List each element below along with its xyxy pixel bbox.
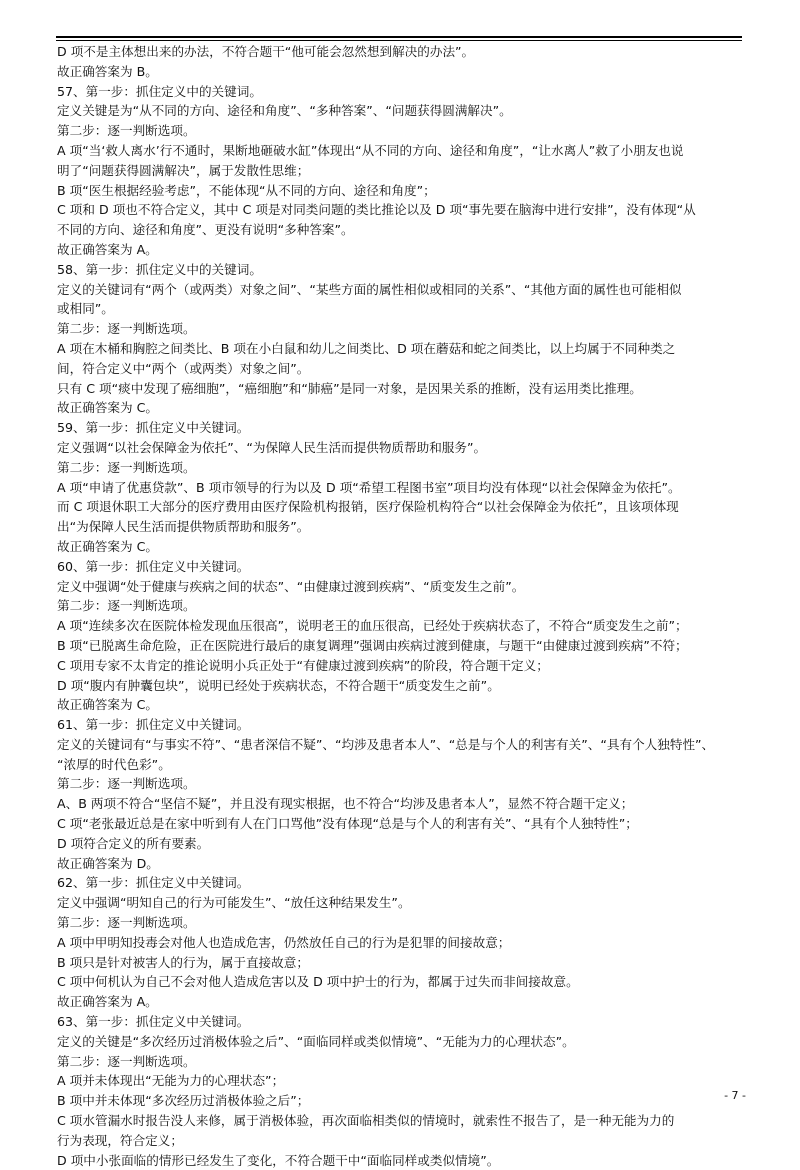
- text-line: D 项中小张面临的情形已经发生了变化，不符合题干中“面临同样或类似情境”。: [57, 1152, 500, 1168]
- text-line: 只有 C 项“痰中发现了癌细胞”，“癌细胞”和“肺癌”是同一对象，是因果关系的推断，没有运用类比推理。: [57, 380, 642, 396]
- text-line: B 项“已脱离生命危险，正在医院进行最后的康复调理”强调由疾病过渡到健康，与题干“由健康过渡到疾病”不符；: [57, 637, 688, 653]
- text-line: 出“为保障人民生活而提供物质帮助和服务”。: [57, 519, 310, 535]
- text-line: 故正确答案为 D。: [57, 855, 159, 871]
- text-line: “浓厚的时代色彩”。: [57, 756, 171, 772]
- text-line: 63、第一步：抓住定义中关键词。: [57, 1014, 250, 1030]
- text-line: A 项“连续多次在医院体检发现血压很高”，说明老王的血压很高，已经处于疾病状态了，不符合“质变发生之前”；: [57, 618, 688, 634]
- text-line: 第二步：逐一判断选项。: [57, 915, 196, 931]
- text-line: B 项“医生根据经验考虑”，不能体现“从不同的方向、途径和角度”；: [57, 182, 436, 198]
- text-line: A、B 两项不符合“坚信不疑”，并且没有现实根据，也不符合“均涉及患者本人”，显然不符合题干定义；: [57, 796, 634, 812]
- text-line: C 项和 D 项也不符合定义，其中 C 项是对同类问题的类比推论以及 D 项“事先要在脑海中进行安排”，没有体现“从: [57, 202, 696, 218]
- text-line: A 项中甲明知投毒会对他人也造成危害，仍然放任自己的行为是犯罪的间接故意；: [57, 934, 511, 950]
- text-line: D 项符合定义的所有要素。: [57, 835, 210, 851]
- text-line: 定义的关键词有“与事实不符”、“患者深信不疑”、“均涉及患者本人”、“总是与个人的利害有关”、“具有个人独特性”、: [57, 736, 715, 752]
- text-line: 明了“问题获得圆满解决”，属于发散性思维；: [57, 162, 310, 178]
- text-line: 故正确答案为 C。: [57, 400, 158, 416]
- header-rule-thick: [56, 36, 742, 38]
- text-line: 定义的关键是“多次经历过消极体验之后”、“面临同样或类似情境”、“无能为力的心理状态”。: [57, 1033, 575, 1049]
- text-line: 第二步：逐一判断选项。: [57, 459, 196, 475]
- text-line: 57、第一步：抓住定义中的关键词。: [57, 83, 262, 99]
- page-number: - 7 -: [724, 1089, 746, 1102]
- text-line: 行为表现，符合定义；: [57, 1132, 183, 1148]
- text-line: 而 C 项退休职工大部分的医疗费用由医疗保险机构报销，医疗保险机构符合“以社会保障金为依托”，且该项体现: [57, 499, 679, 515]
- text-line: 故正确答案为 C。: [57, 697, 158, 713]
- text-line: 定义强调“以社会保障金为依托”、“为保障人民生活而提供物质帮助和服务”。: [57, 439, 487, 455]
- text-line: D 项“腹内有肿囊包块”，说明已经处于疾病状态，不符合题干“质变发生之前”。: [57, 677, 500, 693]
- text-line: 故正确答案为 A。: [57, 994, 158, 1010]
- text-line: 故正确答案为 B。: [57, 63, 158, 79]
- text-line: 或相同”。: [57, 301, 114, 317]
- text-line: 62、第一步：抓住定义中关键词。: [57, 875, 250, 891]
- answer-explanations-body: [57, 42, 747, 1170]
- text-line: 故正确答案为 C。: [57, 538, 158, 554]
- text-line: 不同的方向、途径和角度”、更没有说明“多种答案”。: [57, 222, 354, 238]
- text-line: 60、第一步：抓住定义中关键词。: [57, 558, 250, 574]
- text-line: 间，符合定义中“两个（或两类）对象之间”。: [57, 360, 310, 376]
- text-line: 61、第一步：抓住定义中关键词。: [57, 717, 250, 733]
- text-line: C 项中何机认为自己不会对他人造成危害以及 D 项中护士的行为，都属于过失而非间接故意。: [57, 974, 579, 990]
- text-line: A 项“当‘救人离水’行不通时，果断地砸破水缸”体现出“从不同的方向、途径和角度”，“让水离人”救了小朋友也说: [57, 142, 684, 158]
- text-line: C 项“老张最近总是在家中听到有人在门口骂他”没有体现“总是与个人的利害有关”、“具有个人独特性”；: [57, 816, 638, 832]
- text-line: 第二步：逐一判断选项。: [57, 321, 196, 337]
- text-line: C 项水管漏水时报告没人来修，属于消极体验，再次面临相类似的情境时，就索性不报告了，是一种无能为力的: [57, 1113, 675, 1129]
- text-line: A 项“申请了优惠贷款”、B 项市领导的行为以及 D 项“希望工程图书室”项目均没有体现“以社会保障金为依托”。: [57, 479, 681, 495]
- text-line: 59、第一步：抓住定义中关键词。: [57, 420, 250, 436]
- text-line: A 项并未体现出“无能为力的心理状态”；: [57, 1073, 285, 1089]
- text-line: 定义关键是为“从不同的方向、途径和角度”、“多种答案”、“问题获得圆满解决”。: [57, 103, 512, 119]
- text-line: 第二步：逐一判断选项。: [57, 776, 196, 792]
- text-line: 故正确答案为 A。: [57, 241, 158, 257]
- text-line: 第二步：逐一判断选项。: [57, 598, 196, 614]
- header-rule-thin: [56, 40, 742, 41]
- text-line: 定义中强调“处于健康与疾病之间的状态”、“由健康过渡到疾病”、“质变发生之前”。: [57, 578, 525, 594]
- text-line: 第二步：逐一判断选项。: [57, 123, 196, 139]
- text-line: C 项用专家不太肯定的推论说明小兵正处于“有健康过渡到疾病”的阶段，符合题干定义；: [57, 657, 549, 673]
- text-line: 定义中强调“明知自己的行为可能发生”、“放任这种结果发生”。: [57, 895, 411, 911]
- text-line: 58、第一步：抓住定义中的关键词。: [57, 261, 262, 277]
- text-line: D 项不是主体想出来的办法，不符合题干“他可能会忽然想到解决的办法”。: [57, 44, 475, 59]
- text-line: 定义的关键词有“两个（或两类）对象之间”、“某些方面的属性相似或相同的关系”、“其他方面的属性也可能相似: [57, 281, 682, 297]
- text-line: B 项中并未体现“多次经历过消极体验之后”；: [57, 1093, 310, 1109]
- text-line: 第二步：逐一判断选项。: [57, 1053, 196, 1069]
- text-line: A 项在木桶和胸腔之间类比、B 项在小白鼠和幼儿之间类比、D 项在蘑菇和蛇之间类比，以上均属于不同种类之: [57, 340, 676, 356]
- text-line: B 项只是针对被害人的行为，属于直接故意；: [57, 954, 309, 970]
